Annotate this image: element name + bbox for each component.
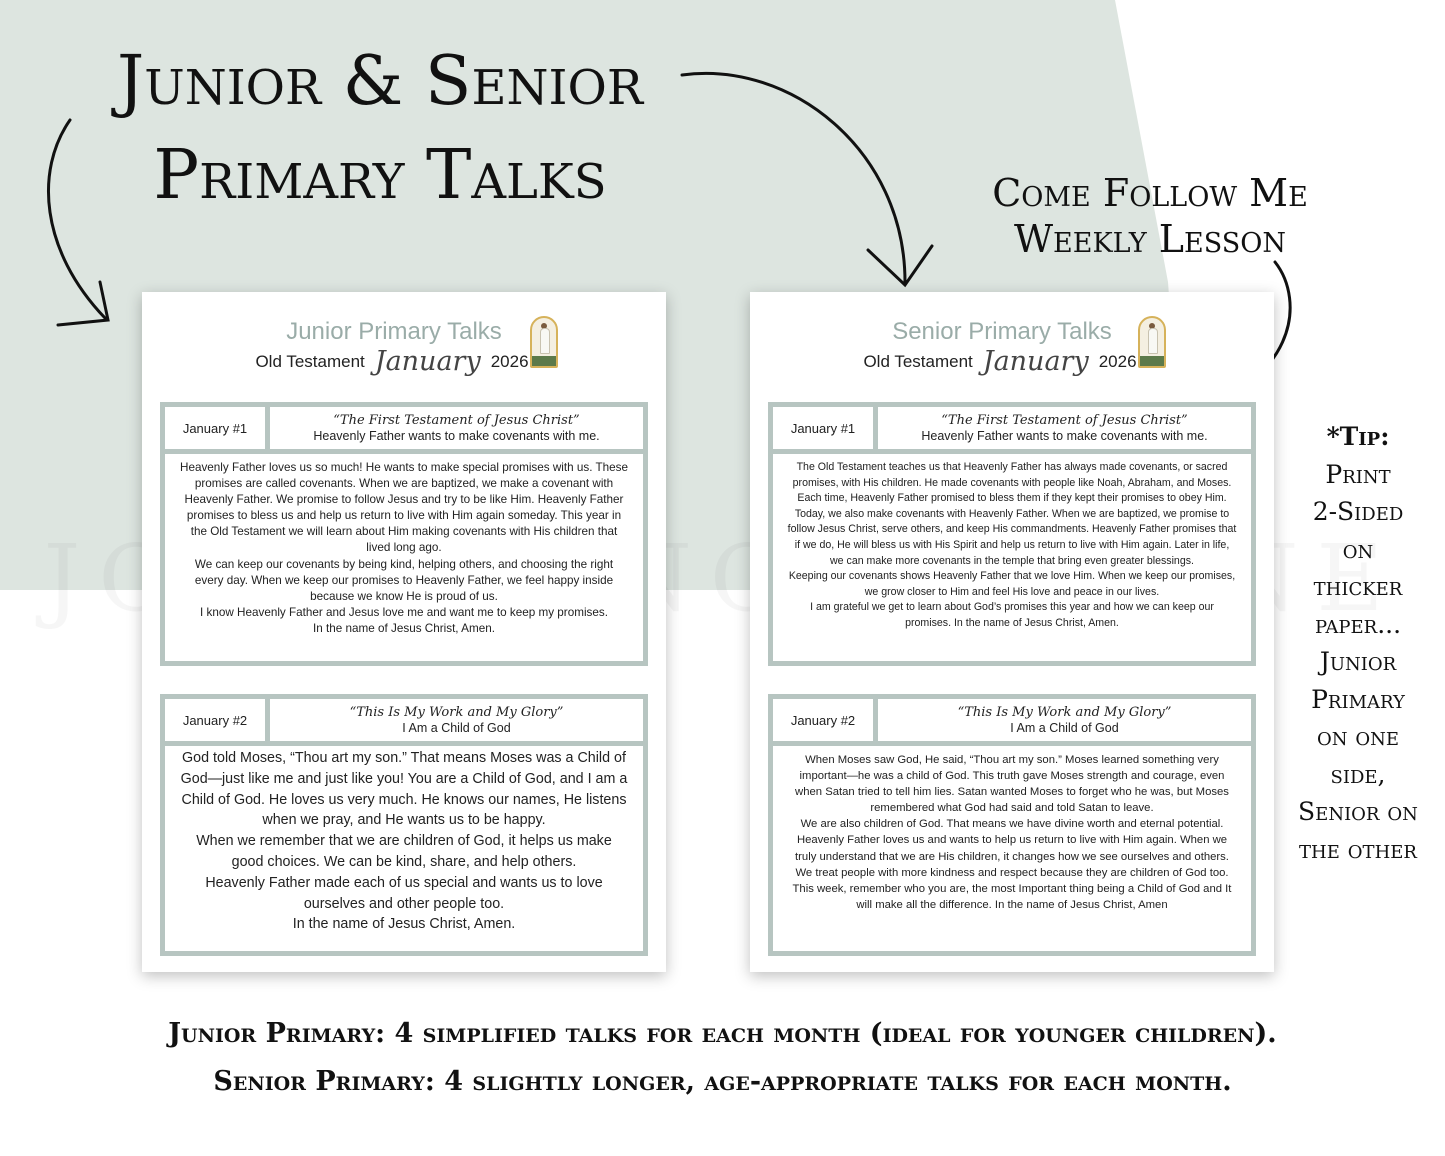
headline-line-1: Junior & Senior [116, 42, 643, 121]
talk-subtitle: Heavenly Father wants to make covenants with me. [921, 428, 1208, 443]
tip-line: on one [1316, 722, 1400, 751]
talk-script-title: “The First Testament of Jesus Christ” [333, 412, 580, 428]
month-label: January [982, 346, 1089, 377]
talk-card [768, 402, 1256, 666]
year-label: 2026 [490, 351, 529, 371]
month-label: January [374, 346, 481, 377]
talk-number: January #1 [773, 407, 878, 449]
page-subtitle [810, 346, 1190, 377]
page-subtitle [202, 346, 582, 377]
talk-paragraph: I am grateful we get to learn about God’s promises this year and how we can keep our promises. In the name of Jesus Christ, Amen. [810, 601, 1214, 629]
jesus-christ-icon [1138, 316, 1166, 368]
tip-line: Print [1325, 459, 1391, 489]
talk-paragraph: Heavenly Father loves us so much! He wants to make special promises with us. These promises are called covenants. When we are baptized, we make a covenant with Heavenly Father. We promise to follow Jesus and try to be like Him. Heavenly Father promises to bless us and help us return to live with Him again someday. This year in the Old Testament we will learn about Him making covenants with His children that lived long ago. [180, 461, 628, 555]
talk-paragraph: God told Moses, “Thou art my son.” That means Moses was a Child of God—just like me and just like you! You are a Child of God, and I am a Child of God. He loves us very much. He knows our names, He listens when we pray, and He wants us to be happy. [180, 750, 628, 829]
headline-line-2: Primary Talks [153, 136, 607, 215]
subhead [965, 170, 1335, 262]
junior-talk-page [142, 292, 666, 972]
talk-paragraph: When we remember that we are children of God, it helps us make good choices. We can be kind, share, and help others. [196, 833, 612, 870]
talk-card [160, 402, 648, 666]
talk-paragraph: The Old Testament teaches us that Heavenly Father has always made covenants, or sacred promises, with His children. He made covenants with people like Noah, Abraham, and Moses. Each time, Heavenly Father promised to bless them if they kept their promises to obey Him. [792, 461, 1232, 505]
tip-line: 2-Sided [1312, 497, 1404, 526]
talk-card [768, 694, 1256, 956]
page-title: Senior Primary Talks [892, 318, 1112, 345]
tip-line: on [1342, 534, 1374, 564]
senior-talk-page [750, 292, 1274, 972]
subhead-line-2: Weekly Lesson [1014, 217, 1286, 261]
talk-paragraph: We are also children of God. That means we have divine worth and eternal potential. Heavenly Father loves us and wants to help us return to live with Him again. When we truly understand that we are His children, it changes how we see ourselves and others. We treat people with more kindness and respect because they are children of God too. This week, remember who you are, the most Important thing being a Child of God and It will make all the difference. In the name of Jesus Christ, Amen [792, 818, 1232, 911]
talk-body [773, 746, 1251, 913]
talk-subtitle: I Am a Child of God [1010, 720, 1119, 735]
talk-script-title: “This Is My Work and My Glory” [349, 704, 564, 720]
talk-paragraph: In the name of Jesus Christ, Amen. [292, 916, 516, 933]
talk-number: January #1 [165, 407, 270, 449]
talk-paragraph: Heavenly Father made each of us special and wants us to love ourselves and other people too. [205, 874, 603, 912]
subhead-line-1: Come Follow Me [992, 171, 1308, 215]
talk-card [160, 694, 648, 956]
talk-body [165, 454, 643, 637]
talk-paragraph: We can keep our covenants by being kind, helping others, and choosing the right every day. When we keep our promises to Heavenly Father, we feel happy inside because we know He is proud of us. [194, 557, 614, 603]
talk-paragraph: I know Heavenly Father and Jesus love me and want me to keep my promises. [200, 605, 608, 619]
talk-script-title: “This Is My Work and My Glory” [957, 704, 1172, 720]
caption-junior: Junior Primary: 4 simplified talks for each month (ideal for younger children). [168, 1018, 1277, 1049]
talk-paragraph: When Moses saw God, He said, “Thou art my son.” Moses learned something very important—he was a child of God. This truth gave Moses strength and courage, even when Satan tried to tell him lies. Satan wanted Moses to forget who he was, but Moses remembered what God had said and told Satan to leave. [795, 754, 1229, 815]
testament-label: Old Testament [863, 351, 973, 371]
talk-body [773, 454, 1251, 632]
tip-note [1282, 418, 1434, 868]
talk-number: January #2 [773, 699, 878, 741]
talk-paragraph: Today, we also make covenants with Heavenly Father. When we are baptized, we promise to follow Jesus Christ, serve others, and keep His commandments. Heavenly Father promises that if we do, He will bless us with His Spirit and help us return to live with Him again. Later in life, we can make more covenants in the temple that bring even greater blessings. [787, 507, 1237, 567]
testament-label: Old Testament [255, 351, 365, 371]
tip-line: paper... [1314, 609, 1402, 639]
talk-paragraph: Keeping our covenants shows Heavenly Father that we love Him. When we keep our promises, we grow closer to Him and feel His love and peace in our lives. [788, 570, 1236, 598]
tip-heading: *Tip: [1326, 422, 1390, 451]
talk-subtitle: I Am a Child of God [402, 720, 511, 735]
tip-line: thicker [1313, 572, 1403, 601]
tip-line: Senior on [1298, 797, 1418, 826]
tip-line: Junior [1319, 647, 1397, 676]
jesus-christ-icon [530, 316, 558, 368]
talk-subtitle: Heavenly Father wants to make covenants with me. [313, 428, 600, 443]
page-title: Junior Primary Talks [286, 318, 502, 345]
tip-line: Primary [1311, 684, 1405, 714]
talk-number: January #2 [165, 699, 270, 741]
talk-script-title: “The First Testament of Jesus Christ” [941, 412, 1188, 428]
year-label: 2026 [1098, 351, 1137, 371]
talk-paragraph: In the name of Jesus Christ, Amen. [313, 621, 495, 635]
caption-senior: Senior Primary: 4 slightly longer, age-appropriate talks for each month. [213, 1066, 1232, 1097]
tip-line: side, [1330, 759, 1386, 789]
talk-body [165, 746, 643, 935]
tip-line: the other [1299, 834, 1417, 864]
